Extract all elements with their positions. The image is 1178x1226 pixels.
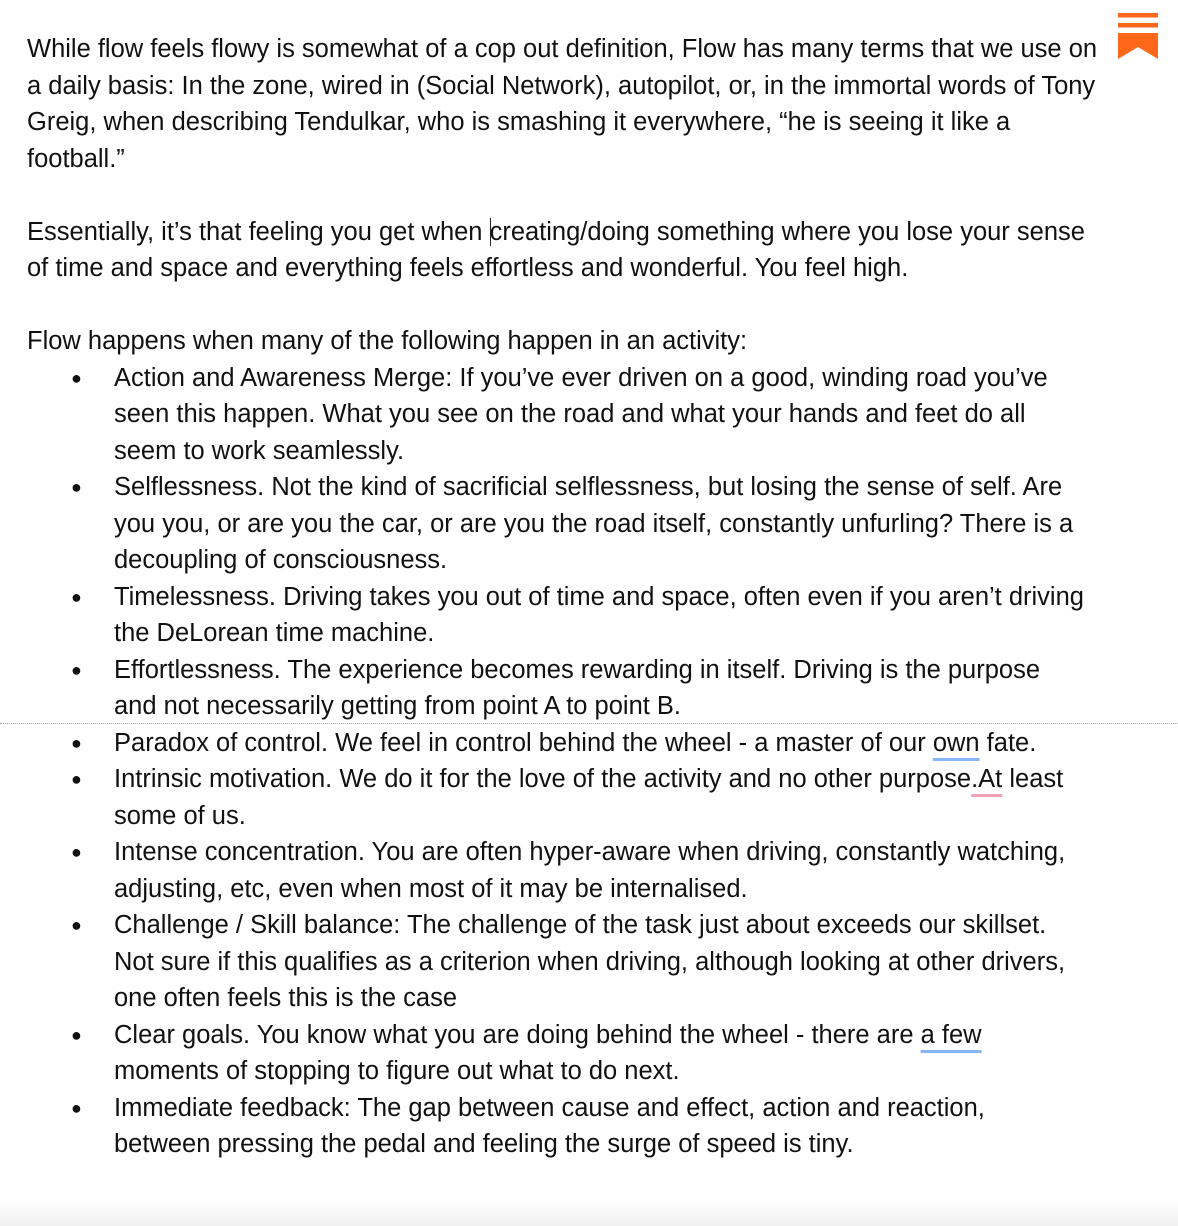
list-item-text-part: moments of stopping to figure out what to do next.: [114, 1057, 680, 1085]
paragraph-spacer: [27, 177, 1107, 214]
bullet-icon: ●: [71, 477, 82, 497]
paragraph-essentially-part1: Essentially, it’s that feeling you get when: [27, 217, 490, 246]
list-item: [27, 469, 1107, 579]
list-item-text: Intense concentration. You are often hyper-aware when driving, constantly watching, adjusting, etc, even when most of it may be internalised.: [114, 838, 1066, 903]
bullet-icon: ●: [71, 915, 82, 935]
substack-bookmark-icon[interactable]: [1118, 13, 1158, 59]
list-item-text: Effortlessness. The experience becomes rewarding in itself. Driving is the purpose and not necessarily getting from point A to point B.: [114, 655, 1041, 720]
paragraph-essentially-part2: creating/doing something where you lose your sense of time and space and everything feels effortless and wonderful. You feel high.: [27, 217, 1085, 282]
list-item: [27, 579, 1107, 652]
bullet-icon: ●: [71, 1097, 82, 1118]
list-item-text: Immediate feedback: The gap between cause and effect, action and reaction, between pressing the pedal and feeling the surge of speed is tiny.: [114, 1093, 985, 1158]
bullet-icon: ●: [71, 732, 82, 753]
list-item: [27, 1090, 1107, 1163]
list-item: [27, 834, 1107, 907]
list-item-text-part: Clear goals. You know what you are doing behind the wheel - there are: [114, 1020, 921, 1049]
bullet-icon: ●: [71, 769, 82, 789]
page-break-line: [0, 723, 1178, 724]
list-item-text-part: Paradox of control. We feel in control behind the wheel - a master of our: [114, 728, 933, 757]
paragraph-spacer: [27, 287, 1107, 324]
grammar-suggestion[interactable]: a few: [920, 1020, 982, 1049]
list-item: [27, 725, 1107, 762]
list-item-text: Timelessness. Driving takes you out of time and space, often even if you aren’t driving the DeLorean time machine.: [114, 582, 1084, 647]
paragraph-essentially: [27, 214, 1107, 287]
flow-conditions-list: [27, 360, 1107, 1163]
list-item: [27, 652, 1107, 725]
logo-bar-top: [1118, 13, 1158, 18]
list-item-text: [114, 1021, 982, 1086]
bullet-icon: ●: [71, 586, 82, 607]
bottom-fade: [0, 1200, 1178, 1226]
paragraph-list-intro: Flow happens when many of the following happen in an activity:: [27, 327, 748, 355]
list-item-text: Selflessness. Not the kind of sacrificial selflessness, but losing the sense of self. Are you you, or are you the car, or are you the road itself, constantly unfurling? There is a decoupling of consciousness.: [114, 473, 1074, 574]
bullet-icon: ●: [71, 1024, 82, 1045]
bullet-icon: ●: [71, 659, 82, 680]
bullet-icon: ●: [71, 842, 82, 862]
paragraph-intro: While flow feels flowy is somewhat of a cop out definition, Flow has many terms that we use on a daily basis: In the zone, wired in (Social Network), autopilot, or, in the immortal words of Tony Greig, when describing Tendulkar, who is smashing it everywhere, “he is seeing it like a football.”: [27, 35, 1098, 173]
list-item-text: Action and Awareness Merge: If you’ve ever driven on a good, winding road you’ve seen this happen. What you see on the road and what your hands and feet do all seem to work seamlessly.: [114, 363, 1048, 465]
list-item: [27, 761, 1107, 834]
list-item-text-part: least some of us.: [114, 765, 1064, 830]
document-body[interactable]: [27, 31, 1107, 1163]
grammar-suggestion[interactable]: own: [932, 728, 980, 757]
list-item: [27, 360, 1107, 470]
list-item-text: [114, 765, 1063, 830]
list-item-text: [114, 729, 1036, 757]
spelling-suggestion[interactable]: .At: [971, 765, 1003, 793]
list-item-text-part: fate.: [979, 728, 1037, 757]
list-item: [27, 907, 1107, 1017]
list-item-text-part: Intrinsic motivation. We do it for the love of the activity and no other purpose: [114, 765, 972, 793]
list-item-text: Challenge / Skill balance: The challenge of the task just about exceeds our skillset. Not sure if this qualifies as a criterion when driving, although looking at other drivers, one often feels this is the case: [114, 911, 1066, 1012]
list-item: [27, 1017, 1107, 1090]
logo-bookmark: [1118, 33, 1158, 59]
logo-bar-middle: [1118, 23, 1158, 28]
bullet-icon: ●: [71, 367, 82, 388]
